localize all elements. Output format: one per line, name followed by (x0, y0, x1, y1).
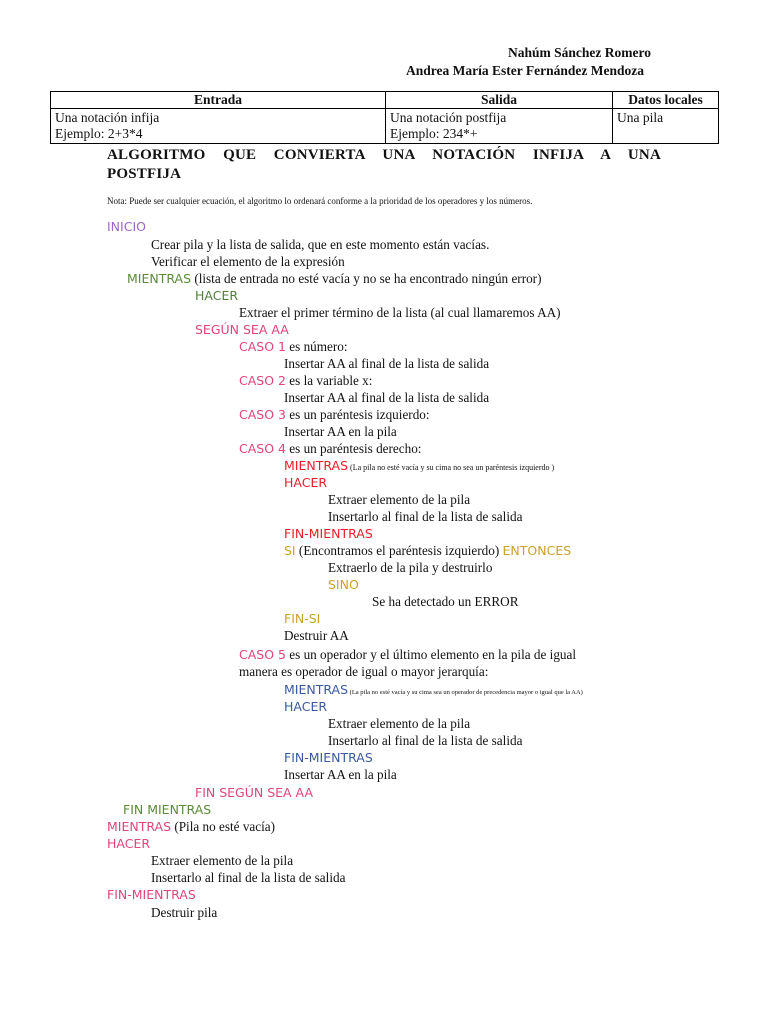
step-extraer-termino: Extraer el primer término de la lista (al cual llamaremos AA) (239, 305, 561, 320)
caso-2-condition: es la variable x: (285, 373, 373, 388)
salida-line-2: Ejemplo: 234*+ (390, 126, 478, 141)
header-entrada: Entrada (51, 92, 386, 109)
caso-1-keyword: CASO 1 (239, 339, 286, 354)
segun-sea-keyword: SEGÚN SEA AA (195, 322, 289, 337)
sino-action: Se ha detectado un ERROR (372, 594, 519, 609)
mientras-final (107, 818, 275, 835)
mientras-final-keyword: MIENTRAS (107, 819, 172, 834)
caso-5-mientras-keyword: MIENTRAS (284, 682, 349, 697)
info-table (50, 91, 719, 144)
caso-5-mientras (284, 681, 583, 698)
title-line-1: ALGORITMO QUE CONVIERTA UNA NOTACIÓN INFIJA A UNA (107, 147, 661, 163)
caso-4-mientras (284, 457, 554, 474)
caso-5-hacer-keyword: HACER (284, 699, 328, 714)
author-1: Nahúm Sánchez Romero (508, 45, 651, 60)
hacer-outer-keyword: HACER (195, 288, 239, 303)
si-keyword: SI (284, 543, 296, 558)
caso-2 (239, 372, 372, 389)
final-action-2: Insertarlo al final de la lista de salida (151, 870, 346, 885)
step-crear-pila: Crear pila y la lista de salida, que en este momento están vacías. (151, 237, 490, 252)
caso-4 (239, 440, 421, 457)
caso-4-mientras-keyword: MIENTRAS (284, 458, 349, 473)
caso-5-keyword: CASO 5 (239, 647, 286, 662)
fin-si-keyword: FIN-SI (284, 611, 321, 626)
mientras-final-condition: (Pila no esté vacía) (171, 819, 276, 834)
mientras-outer (127, 270, 541, 287)
caso-5-fin-mientras-keyword: FIN-MIENTRAS (284, 750, 373, 765)
table-row (51, 109, 719, 144)
caso-3-keyword: CASO 3 (239, 407, 286, 422)
caso-4-condition: es un paréntesis derecho: (285, 441, 422, 456)
datos-line-1: Una pila (617, 110, 664, 125)
title-line-2: POSTFIJA (107, 166, 182, 182)
caso-3-action: Insertar AA en la pila (284, 424, 397, 439)
caso-2-action: Insertar AA al final de la lista de salida (284, 390, 490, 405)
salida-line-1: Una notación postfija (390, 110, 507, 125)
destruir-aa: Destruir AA (284, 628, 349, 643)
header-datos-locales: Datos locales (613, 92, 719, 109)
mientras-outer-keyword: MIENTRAS (127, 271, 192, 286)
cell-entrada (51, 109, 386, 144)
si-statement (284, 542, 571, 559)
caso-5 (239, 646, 576, 663)
mientras-outer-condition: (lista de entrada no esté vacía y no se ha encontrado ningún error) (191, 271, 542, 286)
caso-4-fin-mientras-keyword: FIN-MIENTRAS (284, 526, 373, 541)
caso-1-action: Insertar AA al final de la lista de salida (284, 356, 490, 371)
caso-4-mientras-condition: (La pila no esté vacía y su cima no sea un paréntesis izquierdo ) (348, 463, 555, 472)
hacer-final-keyword: HACER (107, 836, 151, 851)
caso-5-mientras-condition: (La pila no esté vacía y su cima sea un operador de precedencia mayor o igual que la AA) (348, 689, 583, 696)
entrada-line-2: Ejemplo: 2+3*4 (55, 126, 143, 141)
caso-3 (239, 406, 430, 423)
cell-datos (613, 109, 719, 144)
fin-mientras-outer-keyword: FIN MIENTRAS (123, 802, 212, 817)
table-header-row (51, 92, 719, 109)
inicio-keyword: INICIO (107, 219, 146, 234)
author-2: Andrea María Ester Fernández Mendoza (406, 63, 644, 78)
caso-5-condition-2: manera es operador de igual o mayor jerarquía: (239, 664, 489, 679)
caso-4-keyword: CASO 4 (239, 441, 286, 456)
caso-5-action-1: Extraer elemento de la pila (328, 716, 471, 731)
entrada-line-1: Una notación infija (55, 110, 160, 125)
caso-4-hacer-keyword: HACER (284, 475, 328, 490)
caso-1 (239, 338, 348, 355)
fin-segun-keyword: FIN SEGÚN SEA AA (195, 785, 313, 800)
destruir-pila: Destruir pila (151, 905, 218, 920)
caso-4-action-1: Extraer elemento de la pila (328, 492, 471, 507)
caso-5-action-insert: Insertar AA en la pila (284, 767, 397, 782)
cell-salida (386, 109, 613, 144)
si-condition: (Encontramos el paréntesis izquierdo) (295, 543, 503, 558)
step-verificar: Verificar el elemento de la expresión (151, 254, 345, 269)
final-action-1: Extraer elemento de la pila (151, 853, 294, 868)
caso-1-condition: es número: (285, 339, 348, 354)
si-action: Extraerlo de la pila y destruirlo (328, 560, 493, 575)
caso-2-keyword: CASO 2 (239, 373, 286, 388)
caso-5-condition: es un operador y el último elemento en la pila de igual (285, 647, 577, 662)
caso-4-action-2: Insertarlo al final de la lista de salida (328, 509, 523, 524)
caso-5-action-2: Insertarlo al final de la lista de salida (328, 733, 523, 748)
sino-keyword: SINO (328, 577, 359, 592)
caso-3-condition: es un paréntesis izquierdo: (285, 407, 430, 422)
header-salida: Salida (386, 92, 613, 109)
entonces-keyword: ENTONCES (502, 543, 572, 558)
note: Nota: Puede ser cualquier ecuación, el algoritmo lo ordenará conforme a la prioridad de los operadores y los números. (107, 196, 533, 206)
fin-mientras-final-keyword: FIN-MIENTRAS (107, 887, 196, 902)
